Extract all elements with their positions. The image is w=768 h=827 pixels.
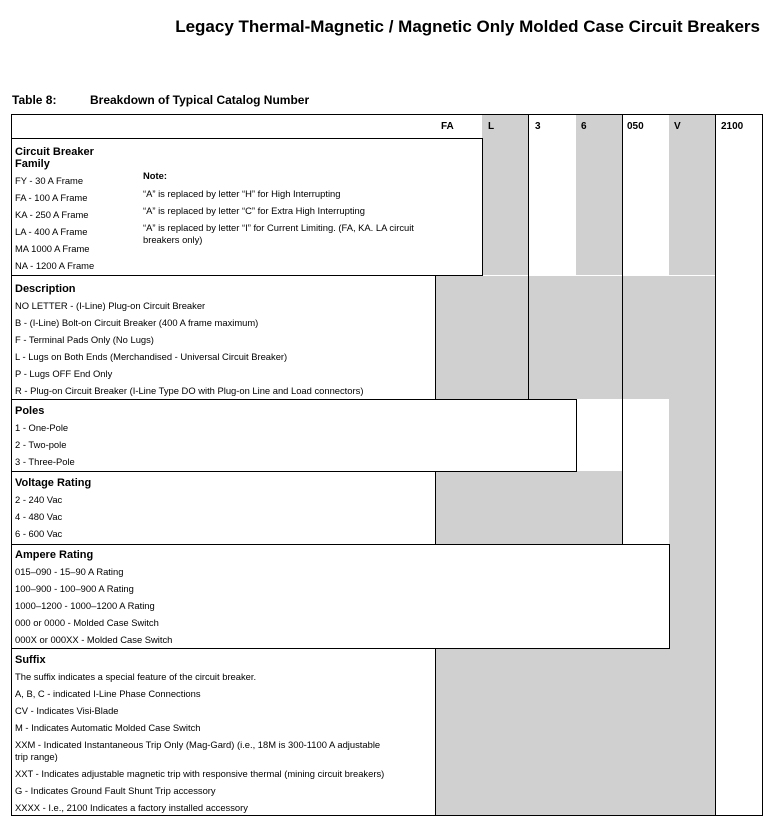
description-item: F - Terminal Pads Only (No Lugs) xyxy=(15,334,154,345)
line-column-3 xyxy=(528,115,529,399)
shade-poles-v-column xyxy=(669,399,715,471)
column-code-3: 3 xyxy=(535,121,541,132)
voltage-item: 6 - 600 Vac xyxy=(15,528,63,539)
column-code-fa: FA xyxy=(441,121,454,132)
family-item: MA 1000 A Frame xyxy=(15,243,90,254)
line-column-050 xyxy=(622,115,623,544)
ampere-item: 100–900 - 100–900 A Rating xyxy=(15,583,134,594)
table-title: Breakdown of Typical Catalog Number xyxy=(90,93,310,107)
poles-title: Poles xyxy=(15,405,45,417)
column-code-2100: 2100 xyxy=(721,121,744,132)
suffix-section xyxy=(15,654,425,816)
column-code-6: 6 xyxy=(581,121,587,132)
description-item: R - Plug-on Circuit Breaker (I-Line Type DO with Plug-on Line and Load connectors) xyxy=(15,385,364,396)
ampere-title: Ampere Rating xyxy=(15,549,94,561)
family-item: FA - 100 A Frame xyxy=(15,192,88,203)
poles-section xyxy=(15,405,75,470)
table-label: Table 8: xyxy=(12,93,57,107)
description-item: L - Lugs on Both Ends (Merchandised - Universal Circuit Breaker) xyxy=(15,351,288,362)
family-item: FY - 30 A Frame xyxy=(15,175,84,186)
shade-suffix-band xyxy=(435,648,715,815)
voltage-section xyxy=(15,477,91,542)
column-code-050: 050 xyxy=(627,121,644,132)
column-code-l: L xyxy=(488,121,495,132)
voltage-title: Voltage Rating xyxy=(15,477,92,489)
family-item: LA - 400 A Frame xyxy=(15,226,88,237)
note-title: Note: xyxy=(143,170,167,181)
description-item: P - Lugs OFF End Only xyxy=(15,368,113,379)
ampere-item: 000X or 000XX - Molded Case Switch xyxy=(15,634,173,645)
poles-item: 1 - One-Pole xyxy=(15,422,69,433)
suffix-title: Suffix xyxy=(15,654,46,666)
shade-voltage-band xyxy=(435,471,622,544)
poles-item: 2 - Two-pole xyxy=(15,439,67,450)
shade-description-band xyxy=(435,276,715,399)
ampere-item: 000 or 0000 - Molded Case Switch xyxy=(15,617,159,628)
note-block xyxy=(143,170,433,246)
family-item: NA - 1200 A Frame xyxy=(15,260,95,271)
suffix-item: XXM - Indicated Instantaneous Trip Only (Mag-Gard) (i.e., 18M is 300-1100 A adjustable trip range) xyxy=(15,739,381,762)
family-title: Circuit Breaker Family xyxy=(15,146,94,170)
suffix-item: G - Indicates Ground Fault Shunt Trip accessory xyxy=(15,785,216,796)
suffix-item: XXXX - I.e., 2100 Indicates a factory installed accessory xyxy=(15,802,248,813)
description-title: Description xyxy=(15,283,76,295)
suffix-item: The suffix indicates a special feature of the circuit breaker. xyxy=(15,671,257,682)
note-item: “A” is replaced by letter “I” for Current Limiting. (FA, KA. LA circuit breakers only) xyxy=(143,222,414,245)
voltage-item: 4 - 480 Vac xyxy=(15,511,63,522)
shade-column-l xyxy=(482,115,528,275)
family-section xyxy=(15,146,115,274)
shade-voltage-v-column xyxy=(669,471,715,544)
poles-box xyxy=(11,399,577,472)
note-item: “A” is replaced by letter “H” for High Interrupting xyxy=(143,188,341,199)
page-title: Legacy Thermal-Magnetic / Magnetic Only Molded Case Circuit Breakers xyxy=(175,17,760,36)
column-code-v: V xyxy=(674,121,681,132)
suffix-item: CV - Indicates Visi-Blade xyxy=(15,705,119,716)
voltage-item: 2 - 240 Vac xyxy=(15,494,63,505)
ampere-item: 1000–1200 - 1000–1200 A Rating xyxy=(15,600,155,611)
note-item: “A” is replaced by letter “C” for Extra High Interrupting xyxy=(143,205,365,216)
description-section xyxy=(15,283,363,399)
shade-column-v xyxy=(669,115,715,275)
line-column-2100 xyxy=(715,115,716,815)
description-item: NO LETTER - (I-Line) Plug-on Circuit Breaker xyxy=(15,300,206,311)
shade-ampere-v-column xyxy=(669,544,715,648)
shade-column-6 xyxy=(576,115,622,275)
description-item: B - (I-Line) Bolt-on Circuit Breaker (400 A frame maximum) xyxy=(15,317,259,328)
suffix-item: A, B, C - indicated I-Line Phase Connections xyxy=(15,688,201,699)
ampere-section xyxy=(15,549,172,648)
suffix-item: M - Indicates Automatic Molded Case Switch xyxy=(15,722,201,733)
suffix-item: XXT - Indicates adjustable magnetic trip with responsive thermal (mining circuit breakers) xyxy=(15,768,385,779)
ampere-item: 015–090 - 15–90 A Rating xyxy=(15,566,124,577)
family-item: KA - 250 A Frame xyxy=(15,209,89,220)
poles-item: 3 - Three-Pole xyxy=(15,456,75,467)
